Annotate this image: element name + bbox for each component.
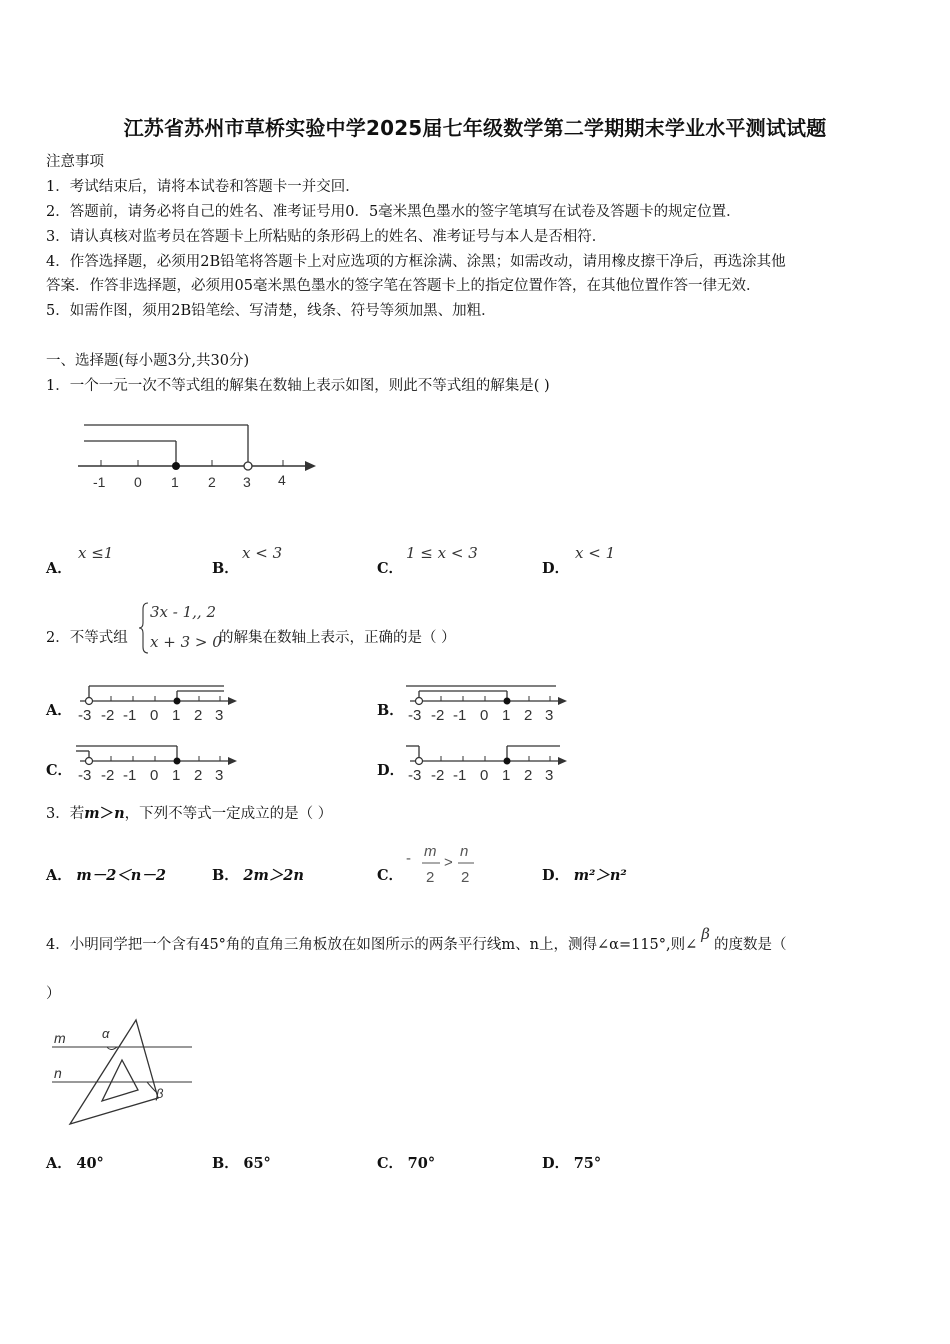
question-1-stem: 1．一个一元一次不等式组的解集在数轴上表示如图，则此不等式组的解集是( ): [46, 378, 550, 394]
axis-label: 0: [480, 767, 489, 784]
axis-label: 3: [243, 474, 251, 490]
axis-label: -2: [101, 707, 115, 724]
axis-label: 1: [172, 767, 181, 784]
q2-number-line-c: [74, 740, 244, 784]
axis-label: 1: [172, 707, 181, 724]
q3-option-a[interactable]: A． m－2＜n－2: [46, 867, 166, 884]
axis-label: 1: [502, 767, 511, 784]
axis-label: 0: [150, 707, 159, 724]
axis-label: 1: [502, 707, 511, 724]
minus-sign: -: [406, 850, 411, 867]
axis-label: 3: [545, 707, 554, 724]
axis-label: 2: [208, 474, 216, 490]
q2-system-line-1: 3x - 1,, 2: [150, 603, 216, 621]
q2-option-d[interactable]: D．: [377, 762, 405, 779]
q1-option-a-expr: x ≤1: [78, 544, 114, 562]
notice-item: 1．考试结束后，请将本试卷和答题卡一并交回．: [46, 179, 360, 195]
angle-alpha-label: α: [102, 1026, 110, 1041]
line-m-label: m: [54, 1030, 66, 1046]
axis-label: 4: [278, 472, 286, 488]
q1-option-d-expr: x < 1: [575, 544, 616, 562]
notice-item: 3．请认真核对监考员在答题卡上所粘贴的条形码上的姓名、准考证号与本人是否相符．: [46, 229, 607, 245]
q4-option-c[interactable]: C． 70°: [377, 1155, 436, 1172]
q2-number-line-a: [74, 680, 244, 724]
axis-label: 0: [134, 474, 142, 490]
axis-label: -3: [408, 767, 422, 784]
q3-option-d[interactable]: D． m²＞n²: [542, 867, 627, 884]
q1-option-b-expr: x < 3: [242, 544, 283, 562]
q4-option-d[interactable]: D． 75°: [542, 1155, 602, 1172]
q4-option-b[interactable]: B． 65°: [212, 1155, 271, 1172]
notice-item: 4．作答选择题，必须用2B铅笔将答题卡上对应选项的方框涂满、涂黑；如需改动，请用橡皮擦干净后，再选涂其他: [46, 254, 786, 270]
q3-option-c[interactable]: C．: [377, 867, 404, 884]
angle-beta-label: β: [156, 1086, 164, 1101]
axis-label: 2: [194, 707, 203, 724]
question-3-stem: 3．若m＞n，下列不等式一定成立的是（ ）: [46, 805, 333, 822]
notice-item: 2．答题前，请务必将自己的姓名、准考证号用0．5毫米黑色墨水的签字笔填写在试卷及答题卡的规定位置．: [46, 204, 741, 220]
axis-label: -2: [431, 707, 445, 724]
fraction-num: m: [424, 843, 437, 860]
axis-label: 2: [194, 767, 203, 784]
q3-option-c-expr: [404, 838, 484, 888]
fraction-den: 2: [426, 869, 435, 886]
q2-number-line-b: [404, 680, 579, 724]
q1-option-c-expr: 1 ≤ x < 3: [406, 544, 478, 562]
q1-option-a[interactable]: A．: [46, 560, 72, 577]
question-2-stem-post: 的解集在数轴上表示，正确的是（ ）: [219, 630, 456, 646]
fraction-num: n: [460, 843, 469, 860]
q2-number-line-d: [404, 740, 579, 784]
q1-option-c[interactable]: C．: [377, 560, 404, 577]
question-4-stem: 4．小明同学把一个含有45°角的直角三角板放在如图所示的两条平行线m、n上，测得∠α=115°,则∠β的度数是（: [46, 925, 787, 953]
beta-symbol: β: [701, 925, 710, 943]
q1-option-d[interactable]: D．: [542, 560, 570, 577]
q1-number-line: [70, 415, 330, 495]
axis-label: -1: [123, 767, 137, 784]
notice-heading: 注意事项: [46, 154, 104, 170]
axis-label: -1: [123, 707, 137, 724]
notice-item: 5．如需作图，须用2B铅笔绘、写清楚，线条、符号等须加黑、加粗．: [46, 303, 496, 319]
axis-label: -2: [431, 767, 445, 784]
axis-label: -2: [101, 767, 115, 784]
line-n-label: n: [54, 1065, 62, 1081]
axis-label: -1: [93, 474, 106, 490]
q2-option-a[interactable]: A．: [46, 702, 72, 719]
axis-label: 0: [150, 767, 159, 784]
system-brace: [138, 601, 150, 655]
q4-figure: [46, 1016, 196, 1128]
axis-label: 3: [215, 707, 224, 724]
axis-label: -3: [78, 707, 92, 724]
question-2-stem-pre: 2．不等式组: [46, 630, 128, 646]
question-4-stem-cont: ）: [46, 986, 61, 1002]
axis-label: -3: [78, 767, 92, 784]
greater-than: >: [444, 854, 453, 871]
axis-label: -1: [453, 767, 467, 784]
q2-option-b[interactable]: B．: [377, 702, 404, 719]
q2-option-c[interactable]: C．: [46, 762, 73, 779]
q2-system-line-2: x + 3 > 0: [150, 633, 222, 651]
notice-item: 答案．作答非选择题，必须用05毫米黑色墨水的签字笔在答题卡上的指定位置作答，在其他位置作答一律无效．: [46, 278, 761, 294]
exam-title: 江苏省苏州市草桥实验中学2025届七年级数学第二学期期末学业水平测试试题: [123, 116, 827, 140]
fraction-den: 2: [461, 869, 470, 886]
q1-option-b[interactable]: B．: [212, 560, 239, 577]
axis-label: 2: [524, 767, 533, 784]
q3-option-b[interactable]: B． 2m＞2n: [212, 867, 304, 884]
axis-label: 0: [480, 707, 489, 724]
section-heading: 一、选择题(每小题3分,共30分): [46, 353, 250, 369]
axis-label: 3: [215, 767, 224, 784]
axis-label: 2: [524, 707, 533, 724]
q4-option-a[interactable]: A． 40°: [46, 1155, 104, 1172]
axis-label: 3: [545, 767, 554, 784]
axis-label: -1: [453, 707, 467, 724]
axis-label: -3: [408, 707, 422, 724]
axis-label: 1: [171, 474, 179, 490]
